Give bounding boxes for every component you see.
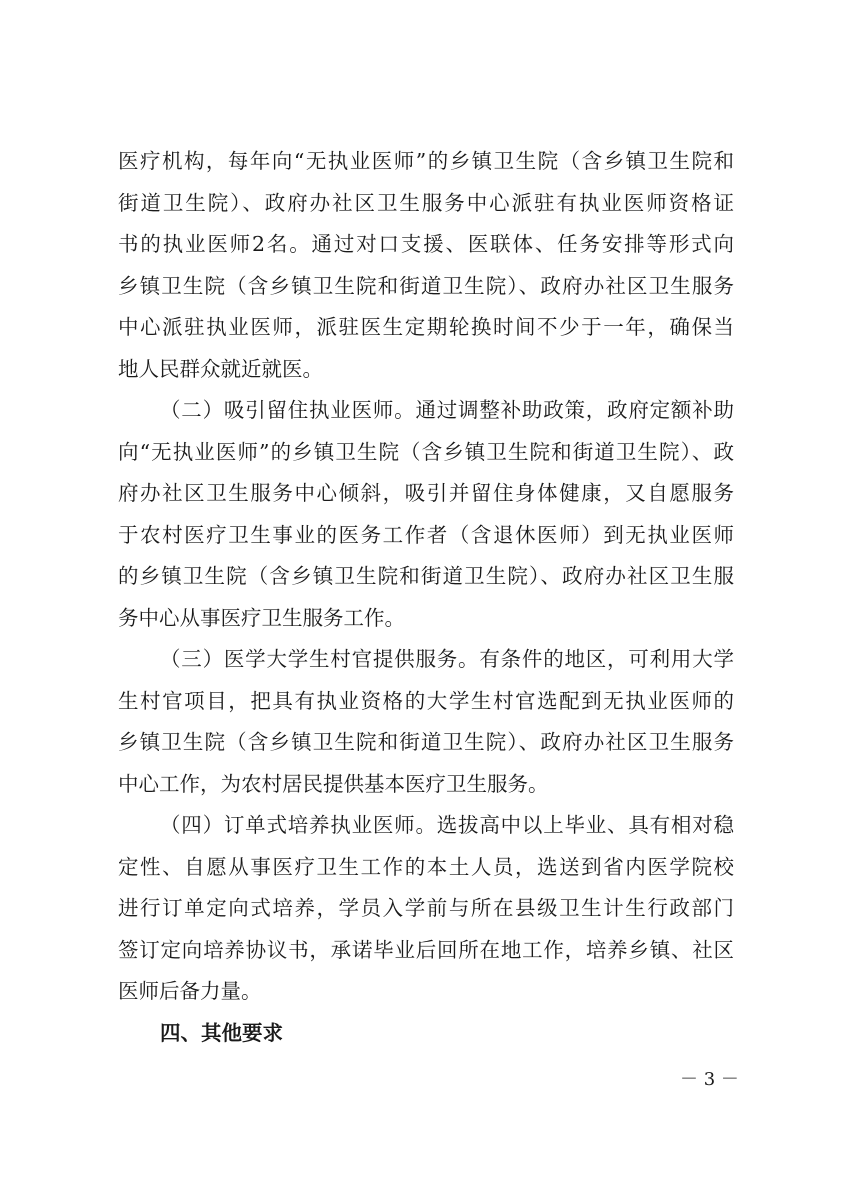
- paragraph-2-line-6: 务中心从事医疗卫生服务工作。: [118, 606, 405, 630]
- paragraph-2-line-5: 的乡镇卫生院（含乡镇卫生院和街道卫生院）、政府办社区卫生服: [118, 564, 734, 588]
- paragraph-4-line-5: 医师后备力量。: [118, 979, 262, 1003]
- paragraph-4-line-4: 签订定向培养协议书，承诺毕业后回所在地工作，培养乡镇、社区: [118, 938, 734, 962]
- paragraph-3-line-2: 生村官项目，把具有执业资格的大学生村官选配到无执业医师的: [118, 689, 734, 713]
- paragraph-3-line-4: 中心工作，为农村居民提供基本医疗卫生服务。: [118, 772, 549, 796]
- paragraph-1-line-6: 地人民群众就近就医。: [118, 357, 323, 381]
- paragraph-3-line-1: （三）医学大学生村官提供服务。有条件的地区，可利用大学: [160, 647, 734, 671]
- paragraph-1-line-5: 中心派驻执业医师，派驻医生定期轮换时间不少于一年，确保当: [118, 315, 734, 339]
- paragraph-2-line-2: 向“无执业医师”的乡镇卫生院（含乡镇卫生院和街道卫生院）、政: [118, 440, 734, 464]
- paragraph-2-line-3: 府办社区卫生服务中心倾斜，吸引并留住身体健康，又自愿服务: [118, 481, 734, 505]
- paragraph-4-line-1: （四）订单式培养执业医师。选拔高中以上毕业、具有相对稳: [160, 813, 734, 837]
- paragraph-1-line-1: 医疗机构，每年向“无执业医师”的乡镇卫生院（含乡镇卫生院和: [118, 149, 734, 173]
- paragraph-1-line-3: 书的执业医师2名。通过对口支援、医联体、任务安排等形式向: [118, 232, 734, 256]
- paragraph-2-line-1: （二）吸引留住执业医师。通过调整补助政策，政府定额补助: [160, 398, 734, 422]
- paragraph-2-line-4: 于农村医疗卫生事业的医务工作者（含退休医师）到无执业医师: [118, 523, 734, 547]
- paragraph-4-line-2: 定性、自愿从事医疗卫生工作的本土人员，选送到省内医学院校: [118, 855, 734, 879]
- paragraph-3-line-3: 乡镇卫生院（含乡镇卫生院和街道卫生院）、政府办社区卫生服务: [118, 730, 734, 754]
- page-number: － 3 －: [680, 1069, 739, 1090]
- paragraph-4-line-3: 进行订单定向式培养，学员入学前与所在县级卫生计生行政部门: [118, 896, 734, 920]
- paragraph-1-line-2: 街道卫生院）、政府办社区卫生服务中心派驻有执业医师资格证: [118, 191, 734, 215]
- section-heading: 四、其他要求: [160, 1021, 283, 1045]
- paragraph-1-line-4: 乡镇卫生院（含乡镇卫生院和街道卫生院）、政府办社区卫生服务: [118, 274, 734, 298]
